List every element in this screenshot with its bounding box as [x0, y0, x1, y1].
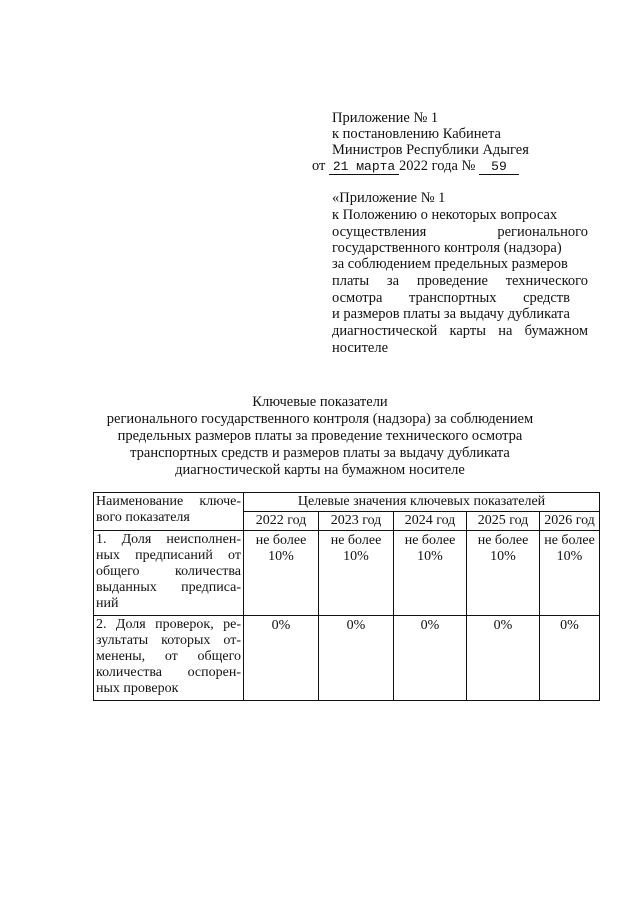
value-line: не более	[477, 533, 529, 548]
year-header: 2024 год	[394, 512, 467, 531]
indicator-name-line: менены, от общего	[96, 649, 241, 664]
target-value-cell	[540, 531, 600, 616]
appendix-date-line	[312, 158, 519, 175]
quote-line: осуществления региональнoго	[332, 224, 588, 240]
target-value-cell	[467, 531, 540, 616]
quote-line: к Положению о некоторых вопросах	[332, 207, 558, 223]
date-prefix: от	[312, 158, 326, 174]
year-header: 2022 год	[244, 512, 319, 531]
indicator-name-line: зультаты которых от-	[96, 633, 241, 648]
target-value-cell: 0%	[394, 616, 467, 701]
value-line: не более	[255, 533, 307, 548]
indicator-name	[94, 616, 244, 701]
value-line: 10%	[343, 549, 369, 564]
target-value-cell	[244, 531, 319, 616]
value-line: 10%	[268, 549, 294, 564]
name-header-line: вого показателя	[96, 510, 190, 525]
quote-line: и размеров платы за выдачу дубликата	[332, 306, 570, 322]
year-header: 2026 год	[540, 512, 600, 531]
quote-line: платы за проведение технического	[332, 273, 588, 289]
doc-title: Ключевые показатели	[252, 394, 388, 410]
indicators-table	[93, 492, 600, 701]
table-row	[94, 616, 600, 701]
target-value-cell	[394, 531, 467, 616]
value-line: не более	[404, 533, 456, 548]
value-line: не более	[544, 533, 595, 548]
quote-line: носителе	[332, 340, 389, 356]
date-year: 2022 года №	[399, 158, 476, 174]
date-day-month: 21 марта	[329, 160, 399, 175]
target-value-cell	[319, 531, 394, 616]
value-line: 10%	[417, 549, 443, 564]
target-value-cell: 0%	[540, 616, 600, 701]
year-header: 2023 год	[319, 512, 394, 531]
indicator-name-line: общего количества	[96, 564, 241, 579]
indicator-name-line: 1. Доля неисполнен-	[96, 532, 241, 547]
quote-line: государственного контроля (надзора)	[332, 240, 562, 256]
indicator-name-line: ний	[96, 596, 119, 611]
doc-title-line: диагностической карты на бумажном носителе	[175, 462, 465, 478]
value-line: 10%	[490, 549, 516, 564]
quote-line: за соблюдением предельных размеров	[332, 256, 568, 272]
target-value-cell: 0%	[244, 616, 319, 701]
appendix-cabinet-line: Министров Республики Адыгея	[332, 142, 529, 158]
quote-line: диагностической карты на бумажном	[332, 323, 588, 339]
indicator-name	[94, 531, 244, 616]
appendix-resolution-line: к постановлению Кабинета	[332, 126, 501, 142]
table-row	[94, 531, 600, 616]
document-number: 59	[479, 160, 519, 175]
indicator-name-line: количества оспорен-	[96, 665, 241, 680]
target-value-cell: 0%	[319, 616, 394, 701]
indicator-name-line: ных проверок	[96, 681, 179, 696]
value-line: 10%	[556, 549, 583, 564]
doc-title-line: транспортных средств и размеров платы за выдачу дубликата	[130, 445, 510, 461]
doc-title-line: регионального государственного контроля (надзора) за соблюдением	[106, 411, 534, 427]
quote-title: «Приложение № 1	[332, 190, 446, 206]
quote-line: осмотра транспортных средств	[332, 290, 570, 306]
appendix-title: Приложение № 1	[332, 110, 439, 126]
value-line: не более	[330, 533, 382, 548]
target-values-header: Целевые значения ключевых показателей	[244, 493, 600, 512]
target-value-cell: 0%	[467, 616, 540, 701]
year-header: 2025 год	[467, 512, 540, 531]
indicator-name-line: 2. Доля проверок, ре-	[96, 617, 241, 632]
indicator-name-line: ных предписаний от	[96, 548, 241, 563]
doc-title-line: предельных размеров платы за проведение технического осмотра	[117, 428, 523, 444]
indicator-name-line: выданных предписа-	[96, 580, 241, 595]
name-column-header	[94, 493, 244, 531]
name-header-line: Наименование ключе-	[96, 494, 241, 509]
